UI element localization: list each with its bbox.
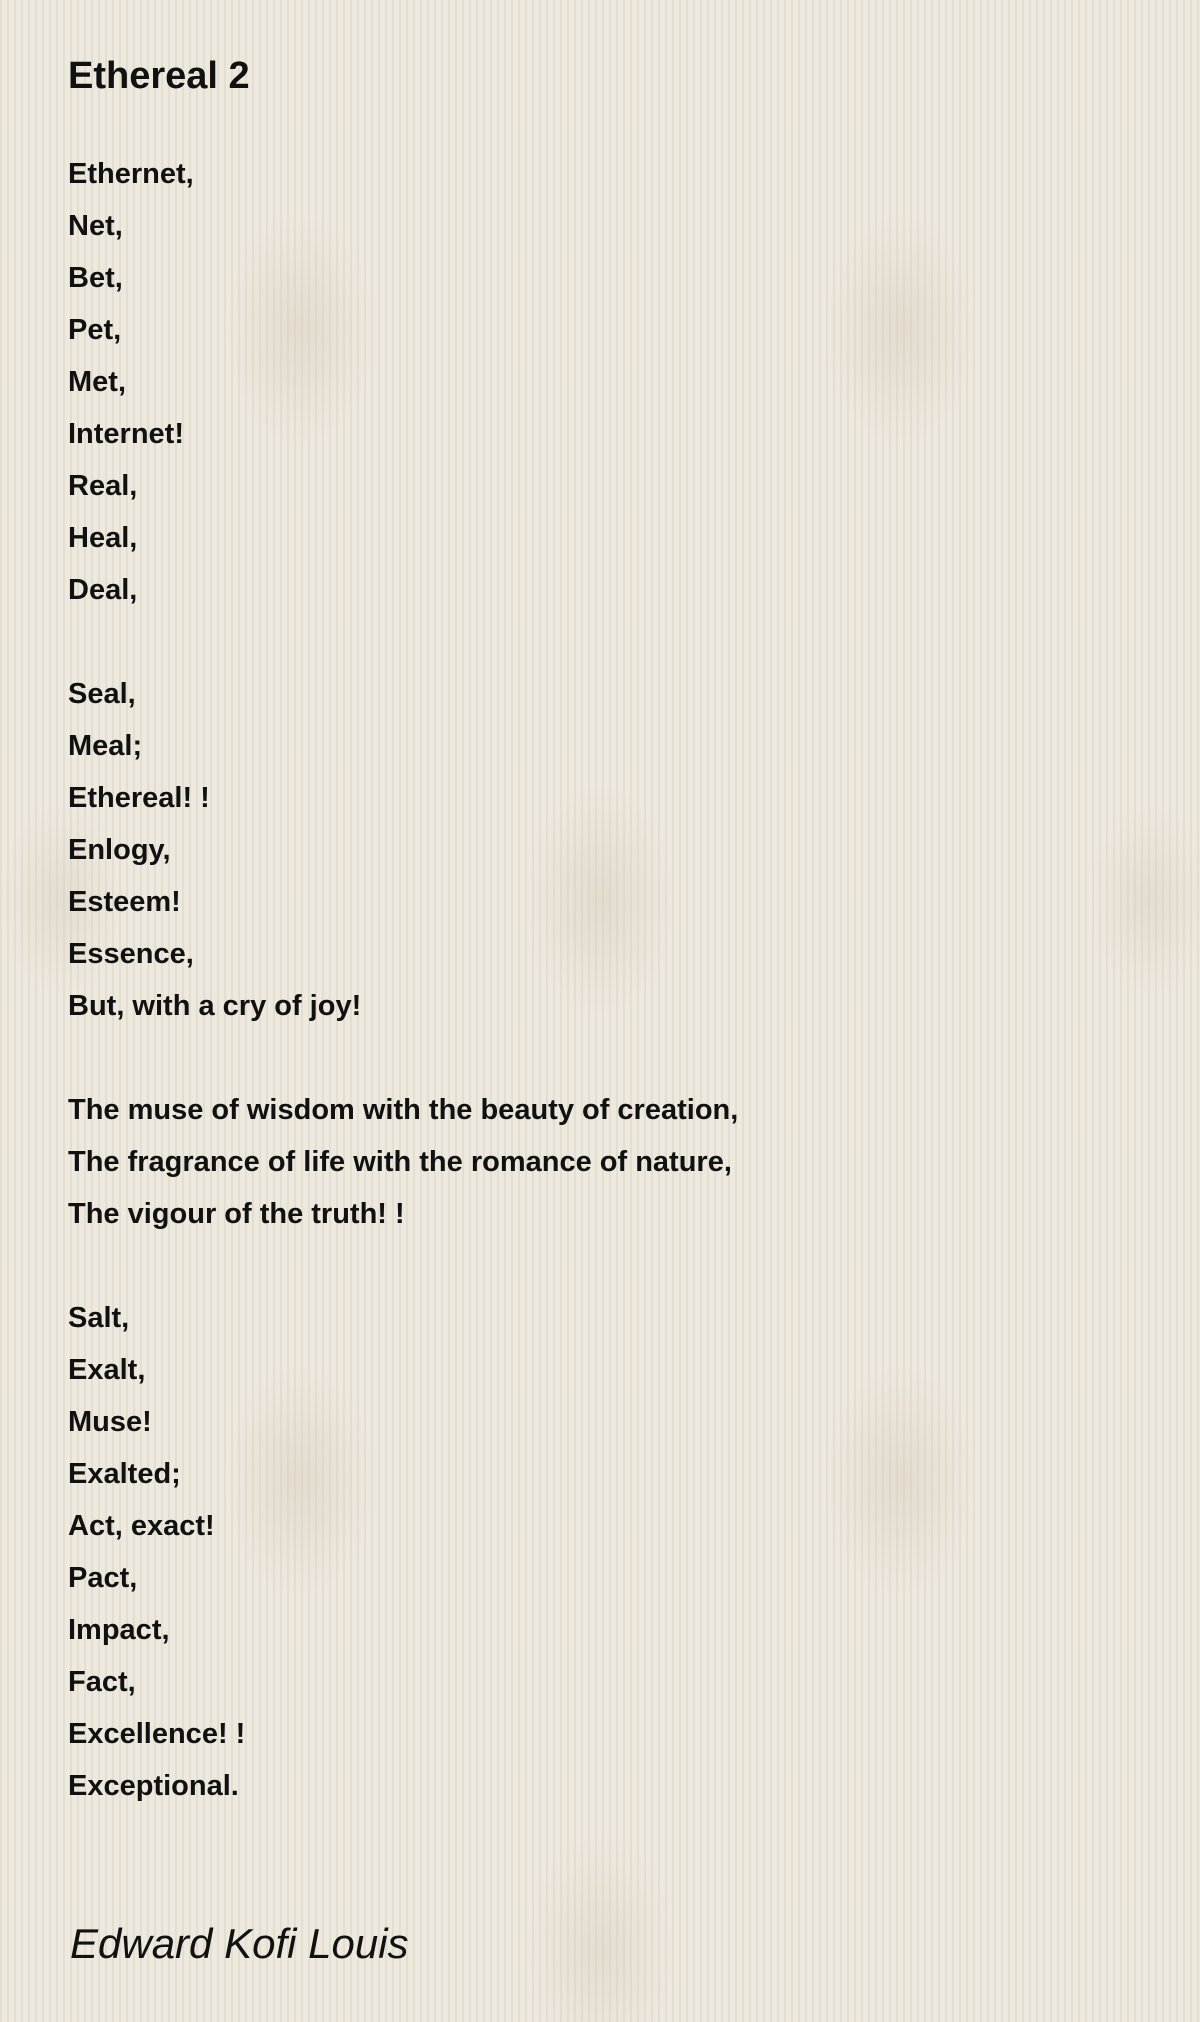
poem-line: Meal; bbox=[68, 730, 143, 762]
poem-line: Ethereal! ! bbox=[68, 782, 210, 814]
poem-line: Seal, bbox=[68, 678, 136, 710]
poem-author: Edward Kofi Louis bbox=[70, 1920, 409, 1967]
poem-line: Real, bbox=[68, 470, 138, 502]
poem-line: But, with a cry of joy! bbox=[68, 990, 362, 1022]
poem-line: Exalt, bbox=[68, 1354, 146, 1386]
poem-line: Internet! bbox=[68, 418, 184, 450]
poem-line: Ethernet, bbox=[68, 158, 194, 190]
poem-line: Pact, bbox=[68, 1562, 138, 1594]
poem-line: Fact, bbox=[68, 1666, 136, 1698]
poem-line: Essence, bbox=[68, 938, 194, 970]
poem-line: Impact, bbox=[68, 1614, 170, 1646]
poem-line: The fragrance of life with the romance of nature, bbox=[68, 1146, 732, 1178]
stanza-break bbox=[68, 616, 1128, 668]
poem-line: Net, bbox=[68, 210, 123, 242]
poem-line: Excellence! ! bbox=[68, 1718, 246, 1750]
poem-line: Enlogy, bbox=[68, 834, 171, 866]
poem-line: The muse of wisdom with the beauty of creation, bbox=[68, 1094, 739, 1126]
poem-line: Exceptional. bbox=[68, 1770, 239, 1802]
poem-line: Salt, bbox=[68, 1302, 130, 1334]
poem-line: Esteem! bbox=[68, 886, 181, 918]
poem-line: Met, bbox=[68, 366, 126, 398]
poem-line: Bet, bbox=[68, 262, 123, 294]
poem-line: Muse! bbox=[68, 1406, 152, 1438]
poem-line: Deal, bbox=[68, 574, 138, 606]
poem-line: Act, exact! bbox=[68, 1510, 215, 1542]
poem-title: Ethereal 2 bbox=[68, 55, 250, 97]
poem-line: Pet, bbox=[68, 314, 122, 346]
poem-line: Heal, bbox=[68, 522, 138, 554]
poem-line: Exalted; bbox=[68, 1458, 181, 1490]
stanza-break bbox=[68, 1032, 1128, 1084]
poem-line: The vigour of the truth! ! bbox=[68, 1198, 405, 1230]
stanza-break bbox=[68, 1240, 1128, 1292]
poem-body bbox=[68, 148, 1128, 1812]
